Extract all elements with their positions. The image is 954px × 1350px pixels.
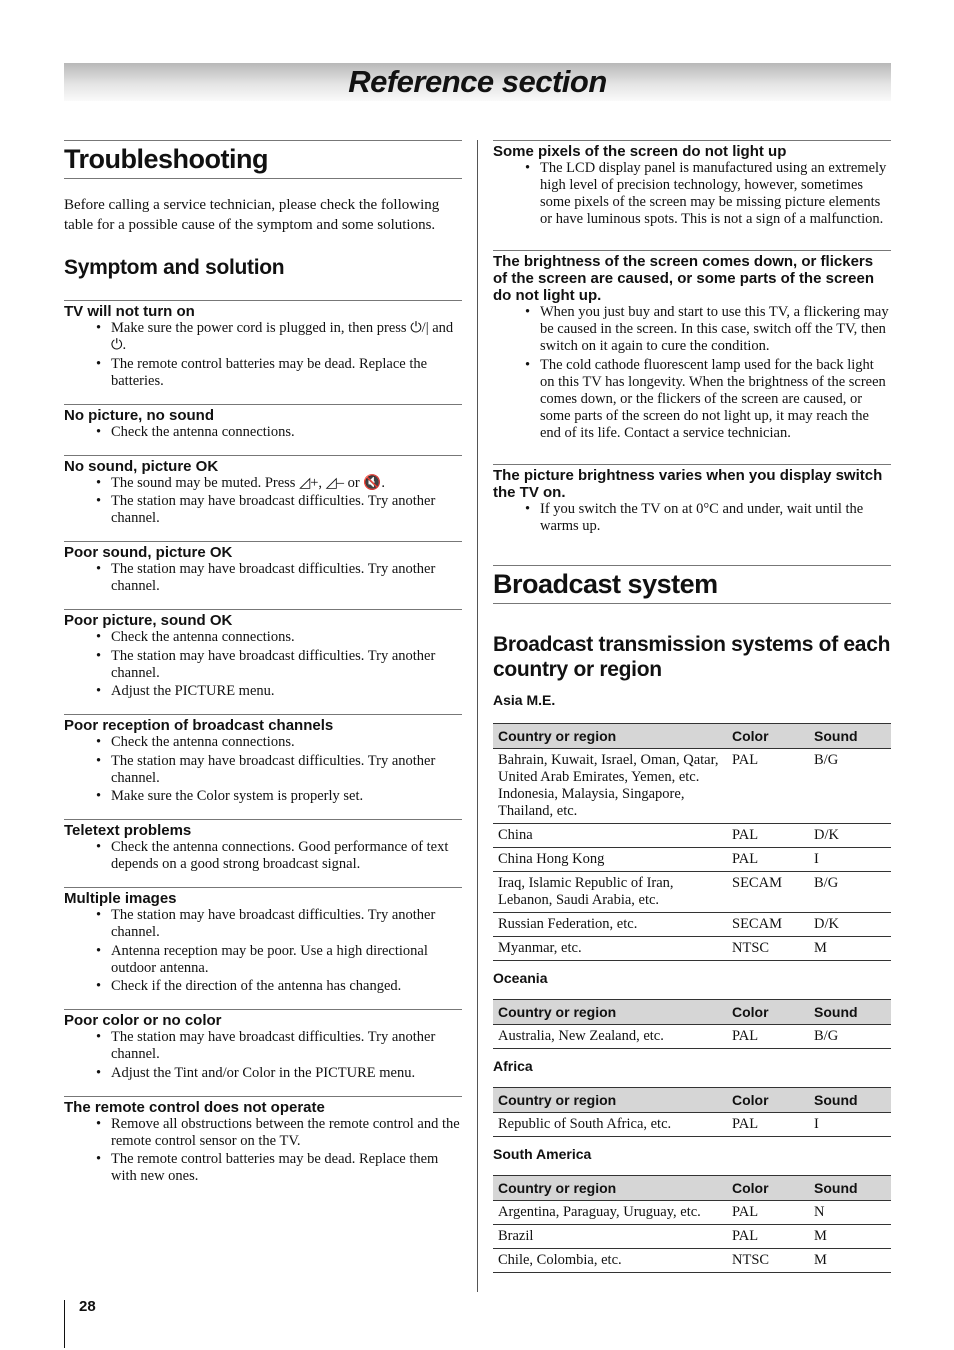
table-row: [493, 847, 891, 871]
cell-sound: M: [809, 936, 891, 960]
bullet-item: • The LCD display panel is manufactured using an extremely high level of precision technology, however, sometimes some pixels of the screen may be missing picture elements or have luminous spots. This is not a sign of a malfunction.: [493, 160, 891, 228]
bullet-item: • Adjust the Tint and/or Color in the PICTURE menu.: [64, 1065, 462, 1082]
symptom-section: [64, 887, 462, 995]
cell-sound: D/K: [809, 912, 891, 936]
cell-color: PAL: [727, 1112, 809, 1136]
table-header-row: [493, 1087, 891, 1112]
cell-color: NTSC: [727, 1248, 809, 1272]
right-column: [493, 140, 891, 1273]
solution-list: [64, 629, 462, 700]
symptom-section: [64, 300, 462, 390]
symptom-title: Poor reception of broadcast channels: [64, 717, 334, 734]
broadcast-table: [493, 1175, 891, 1273]
bullet-item: • The cold cathode fluorescent lamp used for the back light on this TV has longevity. When the brightness of the screen comes down, or the flickers of the screen are caused, or some parts of the screen do not light up, it may reach the end of its life. Contact a service technician.: [493, 357, 891, 442]
cell-sound: I: [809, 1112, 891, 1136]
bullet-item: • If you switch the TV on at 0°C and under, wait until the warms up.: [493, 501, 891, 535]
bullet-item: • The station may have broadcast difficulties. Try another channel.: [64, 648, 462, 682]
broadcast-table: [493, 723, 891, 961]
cell-country: Republic of South Africa, etc.: [493, 1112, 727, 1136]
bullet-item: • Make sure the Color system is properly set.: [64, 788, 462, 805]
bullet-item: • When you just buy and start to use this TV, a flickering may be caused in the screen. In this case, switch off the TV, then switch on it again to cure the condition.: [493, 304, 891, 355]
symptom-title: Poor color or no color: [64, 1012, 222, 1029]
cell-color: SECAM: [727, 912, 809, 936]
cell-sound: B/G: [809, 871, 891, 912]
solution-list: [64, 424, 462, 441]
broadcast-table: [493, 999, 891, 1049]
cell-color: PAL: [727, 1200, 809, 1224]
symptom-section: [64, 1009, 462, 1082]
page-margin-line: [64, 1300, 65, 1348]
symptom-solution-heading: Symptom and solution: [64, 256, 285, 279]
cell-country: China: [493, 823, 727, 847]
symptom-title: No sound, picture OK: [64, 457, 219, 475]
bullet-item: • The station may have broadcast difficulties. Try another channel.: [64, 561, 462, 595]
broadcast-title: Broadcast system: [493, 565, 891, 604]
table-row: [493, 1024, 891, 1048]
table-row: [493, 1248, 891, 1272]
symptom-title: The brightness of the screen comes down, or flickers of the screen are caused, or some parts of the screen do not light up.: [493, 253, 874, 304]
column-header-sound: Sound: [809, 723, 891, 748]
bullet-item: • The station may have broadcast difficulties. Try another channel.: [64, 493, 462, 527]
symptom-section: [64, 541, 462, 595]
page-number: 28: [79, 1298, 96, 1315]
solution-list: [64, 907, 462, 995]
solution-list: [64, 839, 462, 873]
symptom-section: [64, 404, 462, 441]
cell-color: PAL: [727, 847, 809, 871]
symptom-title: Poor picture, sound OK: [64, 612, 233, 629]
symptom-section: [64, 714, 462, 805]
cell-sound: B/G: [809, 748, 891, 823]
cell-sound: I: [809, 847, 891, 871]
symptom-title: Some pixels of the screen do not light up: [493, 143, 787, 160]
bullet-item: • Make sure the power cord is plugged in, then press ⏻/| and ⏻.: [64, 320, 462, 354]
solution-list: [64, 1116, 462, 1186]
solution-list: [493, 304, 891, 442]
symptom-section: [493, 250, 891, 442]
cell-sound: B/G: [809, 1024, 891, 1048]
cell-color: PAL: [727, 748, 809, 823]
symptom-title: The picture brightness varies when you display switch the TV on.: [493, 466, 883, 501]
table-header-row: [493, 1175, 891, 1200]
table-row: [493, 936, 891, 960]
symptom-section: [493, 464, 891, 535]
column-header-country: Country or region: [493, 723, 727, 748]
bullet-item: • Remove all obstructions between the remote control and the remote control sensor on the TV.: [64, 1116, 462, 1150]
column-header-color: Color: [727, 1175, 809, 1200]
column-header-color: Color: [727, 999, 809, 1024]
symptom-section: [64, 455, 462, 528]
solution-list: [493, 501, 891, 535]
bullet-item: • Adjust the PICTURE menu.: [64, 683, 462, 700]
cell-country: Myanmar, etc.: [493, 936, 727, 960]
bullet-item: • The sound may be muted. Press ◿+, ◿– or 🔇.: [64, 475, 462, 492]
cell-country: Bahrain, Kuwait, Israel, Oman, Qatar, United Arab Emirates, Yemen, etc. Indonesia, Malaysia, Singapore, Thailand, etc.: [493, 748, 727, 823]
symptom-list: [64, 300, 462, 1185]
cell-country: Australia, New Zealand, etc.: [493, 1024, 727, 1048]
cell-color: PAL: [727, 1224, 809, 1248]
column-header-color: Color: [727, 1087, 809, 1112]
table-header-row: [493, 723, 891, 748]
column-header-sound: Sound: [809, 1175, 891, 1200]
region-heading: Asia M.E.: [493, 691, 556, 708]
solution-list: [64, 475, 462, 528]
bullet-item: • Check the antenna connections.: [64, 734, 462, 751]
table-row: [493, 912, 891, 936]
cell-sound: N: [809, 1200, 891, 1224]
bullet-item: • The remote control batteries may be dead. Replace them with new ones.: [64, 1151, 462, 1185]
bullet-item: • Check if the direction of the antenna has changed.: [64, 978, 462, 995]
solution-list: [64, 561, 462, 595]
table-row: [493, 823, 891, 847]
column-header-sound: Sound: [809, 1087, 891, 1112]
column-header-color: Color: [727, 723, 809, 748]
table-row: [493, 1224, 891, 1248]
symptom-section: [64, 819, 462, 873]
solution-list: [64, 1029, 462, 1082]
cell-sound: M: [809, 1224, 891, 1248]
cell-sound: M: [809, 1248, 891, 1272]
cell-country: Iraq, Islamic Republic of Iran, Lebanon, Saudi Arabia, etc.: [493, 871, 727, 912]
bullet-item: • Check the antenna connections.: [64, 424, 462, 441]
bullet-item: • Check the antenna connections.: [64, 629, 462, 646]
symptom-section: [64, 609, 462, 700]
symptom-title: Poor sound, picture OK: [64, 544, 233, 561]
cell-color: SECAM: [727, 871, 809, 912]
solution-list: [493, 160, 891, 228]
region-heading: South America: [493, 1145, 592, 1162]
broadcast-tables: [493, 692, 891, 1273]
display-issues-list: [493, 140, 891, 535]
bullet-item: • Check the antenna connections. Good performance of text depends on a good strong broadcast signal.: [64, 839, 462, 873]
broadcast-subtitle: Broadcast transmission systems of each country or region: [493, 632, 891, 681]
cell-country: Chile, Colombia, etc.: [493, 1248, 727, 1272]
solution-list: [64, 734, 462, 805]
solution-list: [64, 320, 462, 390]
region-heading: Oceania: [493, 969, 548, 986]
bullet-item: • The station may have broadcast difficulties. Try another channel.: [64, 907, 462, 941]
table-row: [493, 1200, 891, 1224]
symptom-section: [493, 140, 891, 228]
broadcast-table: [493, 1087, 891, 1137]
bullet-item: • The station may have broadcast difficulties. Try another channel.: [64, 1029, 462, 1063]
column-divider: [477, 140, 478, 1292]
section-banner: [64, 63, 891, 101]
cell-sound: D/K: [809, 823, 891, 847]
symptom-title: TV will not turn on: [64, 303, 195, 320]
symptom-title: Teletext problems: [64, 822, 192, 839]
column-header-country: Country or region: [493, 999, 727, 1024]
symptom-title: The remote control does not operate: [64, 1098, 325, 1116]
table-row: [493, 748, 891, 823]
cell-color: PAL: [727, 1024, 809, 1048]
column-header-sound: Sound: [809, 999, 891, 1024]
table-header-row: [493, 999, 891, 1024]
cell-country: Russian Federation, etc.: [493, 912, 727, 936]
troubleshooting-title: Troubleshooting: [64, 140, 462, 179]
symptom-title: No picture, no sound: [64, 406, 214, 424]
bullet-item: • The station may have broadcast difficulties. Try another channel.: [64, 753, 462, 787]
symptom-section: [64, 1096, 462, 1186]
cell-color: NTSC: [727, 936, 809, 960]
symptom-title: Multiple images: [64, 890, 177, 907]
troubleshooting-column: [64, 140, 462, 1187]
region-heading: Africa: [493, 1057, 533, 1074]
column-header-country: Country or region: [493, 1175, 727, 1200]
cell-country: Brazil: [493, 1224, 727, 1248]
table-row: [493, 1112, 891, 1136]
bullet-item: • Antenna reception may be poor. Use a high directional outdoor antenna.: [64, 943, 462, 977]
column-header-country: Country or region: [493, 1087, 727, 1112]
bullet-item: • The remote control batteries may be dead. Replace the batteries.: [64, 356, 462, 390]
table-row: [493, 871, 891, 912]
cell-country: China Hong Kong: [493, 847, 727, 871]
cell-color: PAL: [727, 823, 809, 847]
cell-country: Argentina, Paraguay, Uruguay, etc.: [493, 1200, 727, 1224]
troubleshooting-intro: Before calling a service technician, please check the following table for a possible cause of the symptom and some solutions.: [64, 197, 440, 233]
banner-title: Reference section: [348, 64, 607, 99]
